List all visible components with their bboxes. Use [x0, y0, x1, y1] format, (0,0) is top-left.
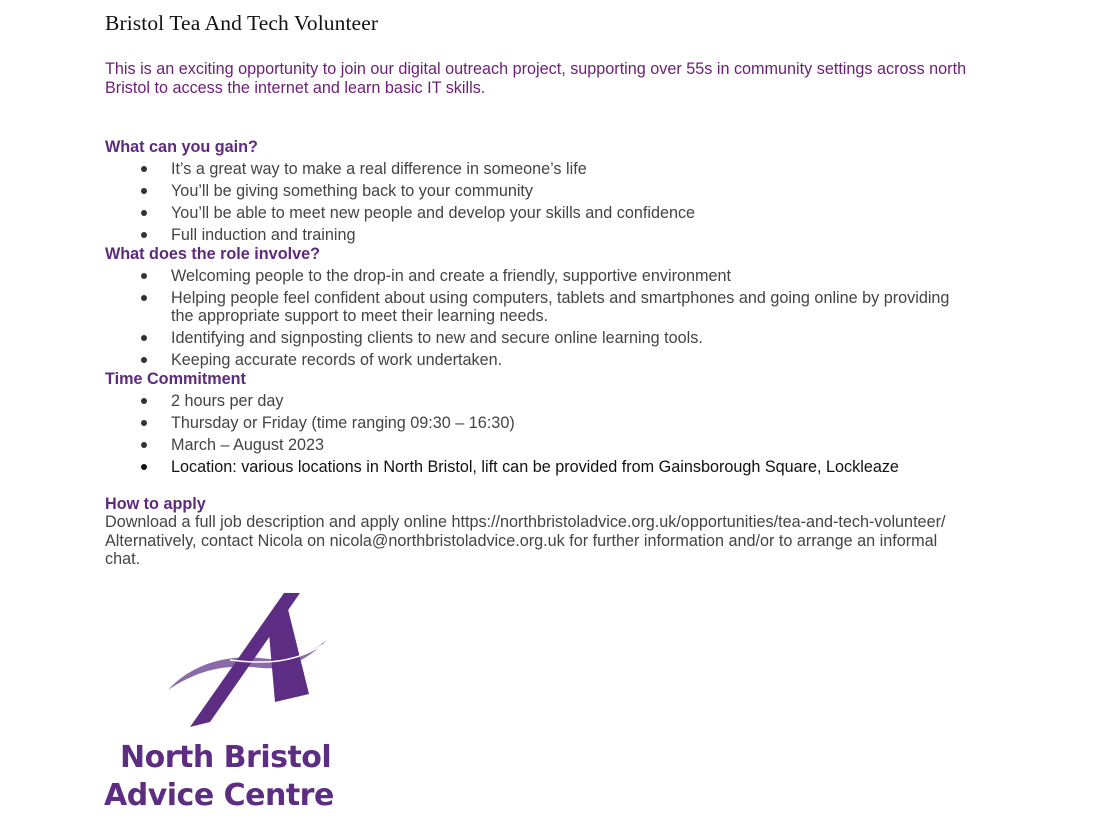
section-heading-role: What does the role involve? [105, 245, 320, 263]
list-item [0, 226, 991, 244]
list-item [0, 289, 991, 307]
bullet-icon [141, 295, 147, 301]
bullet-icon [141, 166, 147, 172]
section-heading-apply: How to apply [105, 495, 206, 513]
logo-text-line1: North Bristol [120, 740, 332, 775]
apply-line: Alternatively, contact Nicola on nicola@northbristoladvice.org.uk for further information and/or to arrange an informal [105, 531, 938, 550]
list-item-text: Full induction and training [171, 226, 356, 244]
intro-line: This is an exciting opportunity to join our digital outreach project, supporting over 55s in community settings across north [105, 60, 967, 78]
bullet-icon [141, 357, 147, 363]
list-item-text: Keeping accurate records of work undertaken. [171, 351, 503, 369]
list-item [0, 267, 991, 289]
list-item [0, 351, 991, 369]
gain-list [0, 160, 991, 244]
list-item-text: Thursday or Friday (time ranging 09:30 – 16:30) [171, 414, 515, 432]
bullet-icon [141, 442, 147, 448]
bullet-icon [141, 188, 147, 194]
role-list [0, 267, 991, 369]
list-item-text: Helping people feel confident about using computers, tablets and smartphones and going online by providing [171, 289, 950, 307]
list-item [0, 204, 991, 226]
intro-line: Bristol to access the internet and learn basic IT skills. [105, 79, 486, 97]
list-item-text: You’ll be able to meet new people and develop your skills and confidence [171, 204, 696, 222]
list-item-text: March – August 2023 [171, 436, 324, 454]
list-item-location [0, 458, 991, 476]
bullet-icon [141, 210, 147, 216]
list-item-text: 2 hours per day [171, 392, 284, 410]
bullet-icon [141, 335, 147, 341]
section-heading-gain: What can you gain? [105, 138, 258, 156]
list-item-text: Identifying and signposting clients to new and secure online learning tools. [171, 329, 703, 347]
bullet-icon [141, 398, 147, 404]
bullet-icon [141, 420, 147, 426]
intro-paragraph [105, 60, 1005, 98]
apply-line: Download a full job description and apply online https://northbristoladvice.org.uk/opportunities/tea-and-tech-volunteer/ [105, 513, 946, 531]
apply-paragraph [105, 513, 985, 569]
list-item-text: the appropriate support to meet their learning needs. [171, 307, 549, 325]
list-item-text: Welcoming people to the drop-in and create a friendly, supportive environment [171, 267, 731, 285]
time-list [0, 392, 991, 476]
list-item-text: It’s a great way to make a real difference in someone’s life [171, 160, 587, 178]
apply-line: chat. [105, 550, 141, 568]
list-item-text: Location: various locations in North Bristol, lift can be provided from Gainsborough Square, Lockleaze [171, 458, 899, 476]
list-item-text: You’ll be giving something back to your community [171, 182, 534, 200]
bullet-icon [141, 273, 147, 279]
bullet-icon [141, 464, 147, 470]
list-item [0, 436, 991, 458]
list-item [0, 160, 991, 182]
bullet-icon [141, 232, 147, 238]
section-heading-time: Time Commitment [105, 370, 246, 388]
list-item [0, 329, 991, 351]
list-item-continuation [0, 307, 991, 329]
logo-text-line2: Advice Centre [104, 778, 334, 813]
document-title: Bristol Tea And Tech Volunteer [105, 11, 379, 35]
list-item [0, 414, 991, 436]
list-item [0, 392, 991, 414]
list-item [0, 182, 991, 204]
